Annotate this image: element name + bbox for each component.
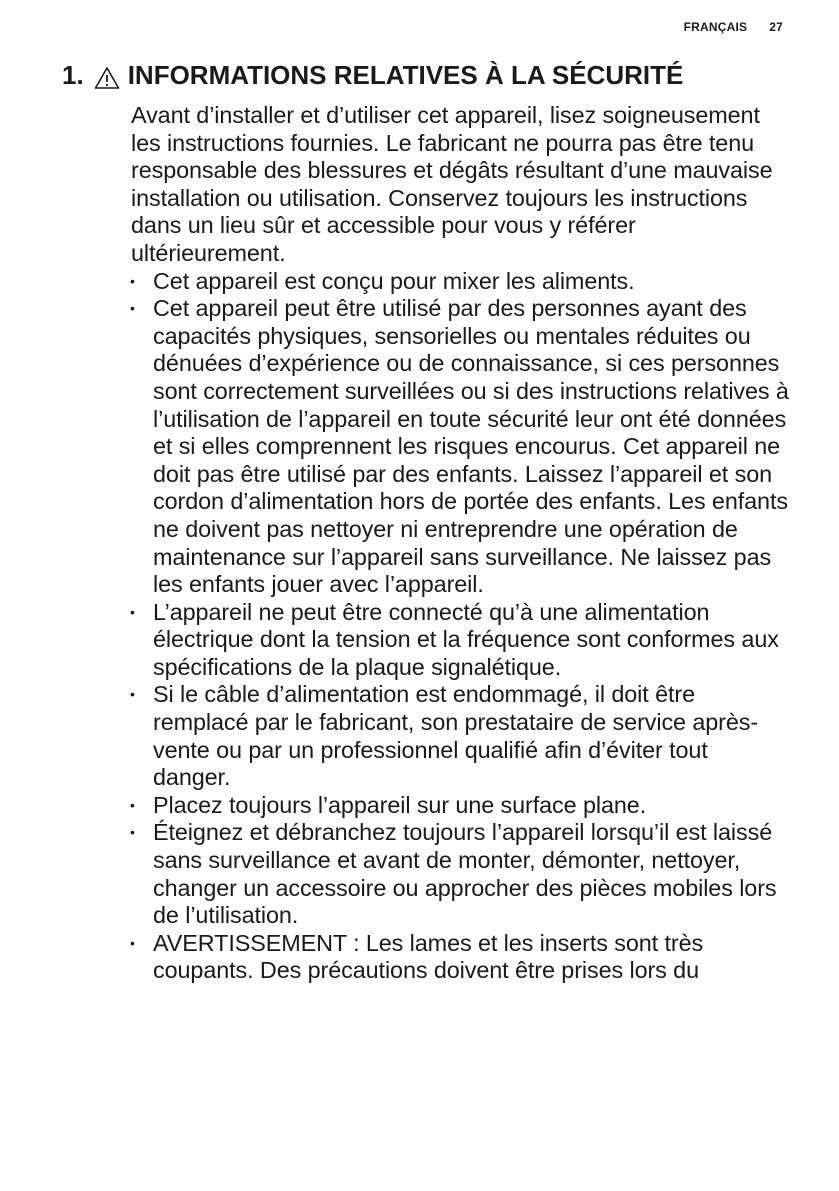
list-item: • Éteignez et débranchez toujours l’appareil lorsqu’il est laissé sans surveillance et avant de monter, démonter, nettoyer, changer un accessoire ou approcher des pièces mobiles lors de l’utilisation. (131, 819, 791, 929)
page-header (684, 20, 783, 34)
section-title (62, 58, 683, 92)
list-item: • Cet appareil peut être utilisé par des personnes ayant des capacités physiques, sensorielles ou mentales réduites ou dénuées d’expérience ou de connaissance, si ces personnes sont correctement surveillées ou si des instructions relatives à l’utilisation de l’appareil en toute sécurité leur ont été données et si elles comprennent les risques encourus. Cet appareil ne doit pas être utilisé par des enfants. Laissez l’appareil et son cordon d’alimentation hors de portée des enfants. Les enfants ne doivent pas nettoyer ni entreprendre une opération de maintenance sur l’appareil sans surveillance. Ne laissez pas les enfants jouer avec l’appareil. (131, 295, 791, 599)
section-title-text: INFORMATIONS RELATIVES À LA SÉCURITÉ (127, 60, 684, 90)
list-item: • Cet appareil est conçu pour mixer les aliments. (131, 268, 791, 296)
list-item: • L’appareil ne peut être connecté qu’à une alimentation électrique dont la tension et la fréquence sont conformes aux spécifications de la plaque signalétique. (131, 599, 791, 682)
intro-paragraph: Avant d’installer et d’utiliser cet appareil, lisez soigneusement les instructions fournies. Le fabricant ne pourra pas être tenu responsable des blessures et dégâts résultant d’une mauvaise installation ou utilisation. Conservez toujours les instructions dans un lieu sûr et accessible pour vous y référer ultérieurement. (131, 102, 773, 266)
section-number: 1. (62, 60, 84, 90)
warning-triangle-icon (94, 64, 120, 88)
safety-bullet-list (131, 268, 791, 985)
list-item: • Placez toujours l’appareil sur une surface plane. (131, 792, 791, 820)
safety-content (131, 102, 791, 985)
list-item: • AVERTISSEMENT : Les lames et les inserts sont très coupants. Des précautions doivent être prises lors du (131, 930, 791, 985)
list-item: • Si le câble d’alimentation est endommagé, il doit être remplacé par le fabricant, son prestataire de service après-vente ou par un professionnel qualifié afin d’éviter tout danger. (131, 681, 791, 791)
header-language: FRANÇAIS (683, 20, 748, 34)
page-number: 27 (769, 20, 783, 34)
